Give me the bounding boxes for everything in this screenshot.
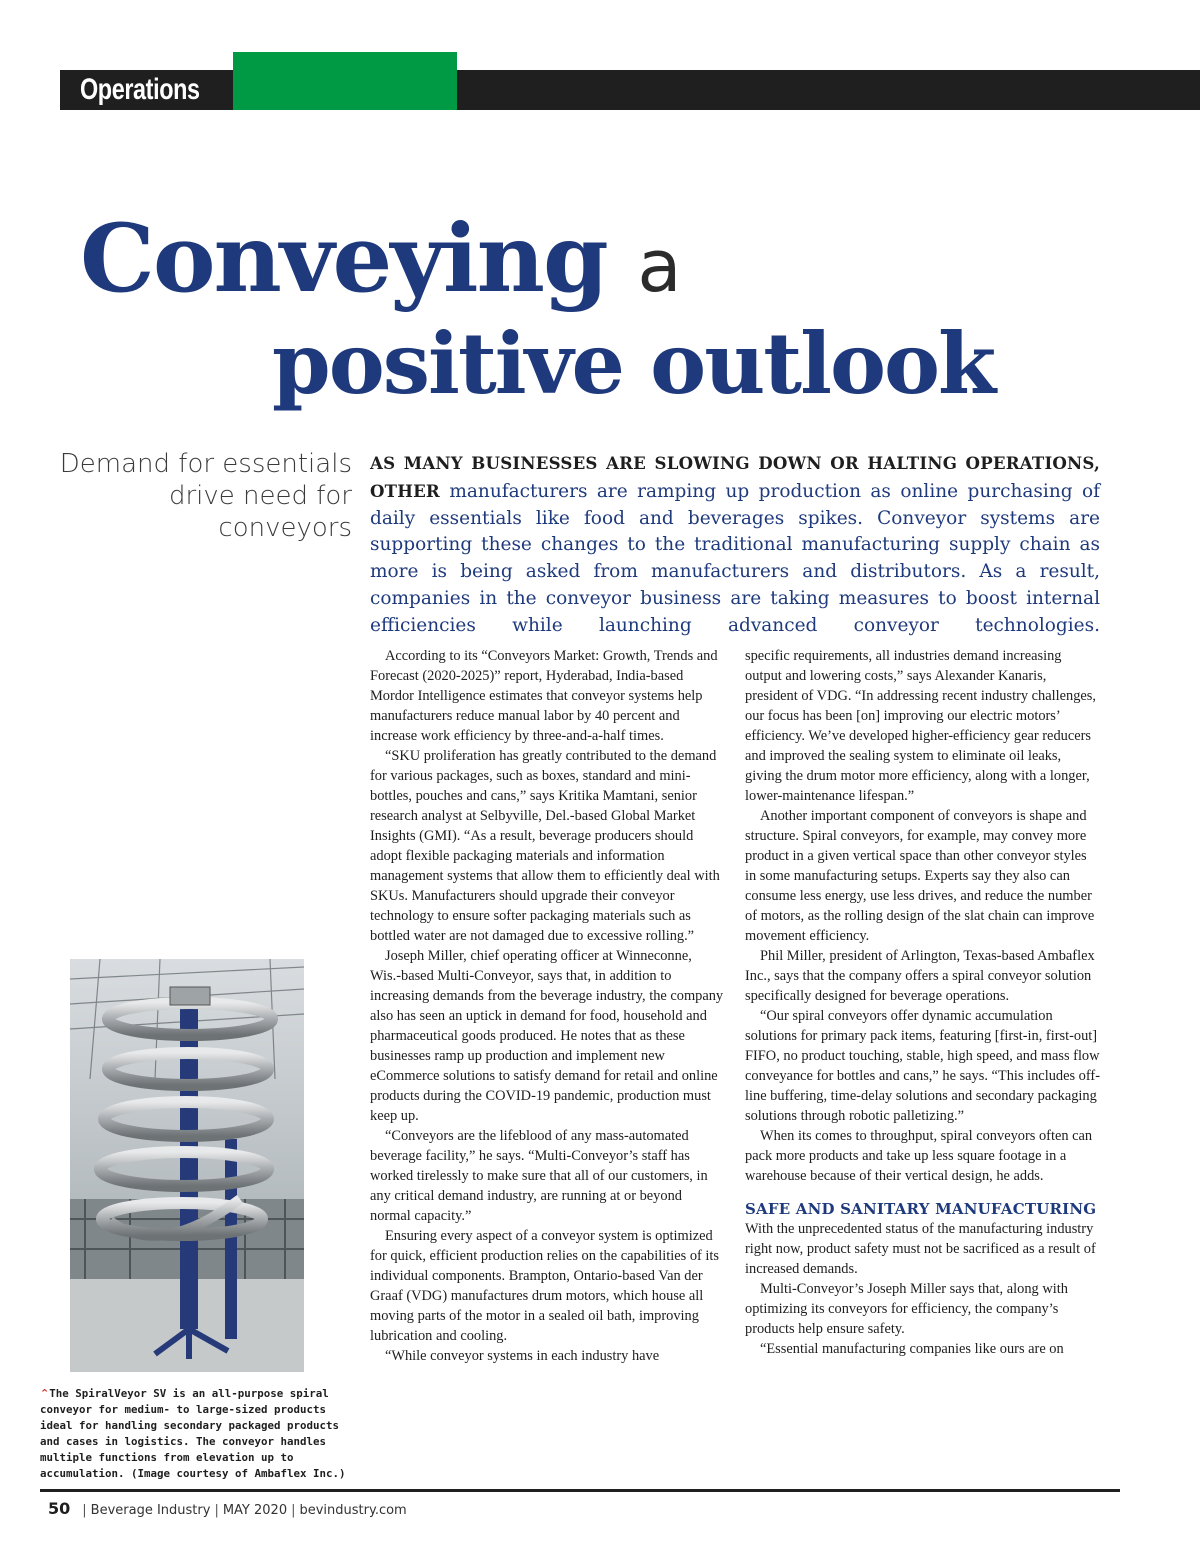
publication-name: Beverage Industry xyxy=(90,1503,211,1518)
headline-word-1: Conveying xyxy=(80,204,607,314)
footer-separator: | xyxy=(214,1503,219,1518)
column1-paragraph: “SKU proliferation has greatly contributed to the demand for various packages, such as boxes, standard and mini-bottles, pouches and cans,” says Kritika Mamtani, senior research analyst at Selbyville, Del.-based Global Market Insights (GMI). “As a result, beverage producers should adopt flexible packaging materials and information management systems that allow them to efficiently deal with SKUs. Manufacturers should upgrade their conveyor technology to ensure softer packaging materials such as bottled water are not damaged due to excessive rolling.” xyxy=(370,748,720,944)
column2-continuation: specific requirements, all industries demand increasing output and lowering costs,” says Alexander Kanaris, president of VDG. “In addressing recent industry challenges, our focus has been [on] improving our electric motors’ efficiency. We’ve developed higher-efficiency gear reducers and improved the sealing system to eliminate oil leaks, giving the drum motor more efficiency, along with a longer, lower-maintenance lifespan.” xyxy=(745,648,1097,804)
article-intro xyxy=(370,450,1100,640)
intro-lead: AS MANY BUSINESSES ARE SLOWING DOWN OR HALTING OPERATIONS, OTHER xyxy=(370,453,1100,501)
body-column-2 xyxy=(745,646,1101,1359)
column2-paragraph: “Essential manufacturing companies like ours are on xyxy=(760,1341,1064,1357)
photo-caption xyxy=(40,1386,356,1482)
website-link[interactable]: bevindustry.com xyxy=(299,1503,407,1518)
section-bar xyxy=(60,70,1200,110)
column2-paragraph: Multi-Conveyor’s Joseph Miller says that, along with optimizing its conveyors for efficiency, the company’s products help ensure safety. xyxy=(745,1281,1068,1337)
section-label: Operations xyxy=(80,73,200,106)
column2-paragraph: With the unprecedented status of the manufacturing industry right now, product safety must not be sacrificed as a result of increased demands. xyxy=(745,1221,1096,1277)
page-number: 50 xyxy=(48,1499,71,1518)
spiral-conveyor-illustration xyxy=(70,959,304,1372)
headline-line-1 xyxy=(80,204,682,314)
column2-paragraph: Another important component of conveyors is shape and structure. Spiral conveyors, for example, may convey more product in a given vertical space than other conveyor styles in some manufacturing setups. Experts say they also can consume less energy, use less drives, and reduce the number of motors, as the rolling design of the slat chain can improve movement efficiency. xyxy=(745,808,1095,944)
double-chevron-up-icon: ⌃ xyxy=(40,1387,50,1400)
issue-date: MAY 2020 xyxy=(222,1503,288,1518)
footer-rule xyxy=(40,1489,1120,1492)
spiral-conveyor-photo xyxy=(70,959,304,1372)
article-deck: Demand for essentials drive need for conveyors xyxy=(59,449,352,543)
intro-text: manufacturers are ramping up production as online purchasing of daily essentials like food and beverages spikes. Conveyor systems are supporting these changes to the traditional manufacturing supply chain as more is being asked from manufacturers and distributors. As a result, companies in the conveyor business are taking measures to boost internal efficiencies while launching advanced conveyor technologies. xyxy=(370,480,1100,636)
footer-separator: | xyxy=(82,1503,87,1518)
column1-paragraph: “While conveyor systems in each industry have xyxy=(385,1348,660,1364)
column2-paragraph: “Our spiral conveyors offer dynamic accumulation solutions for primary pack items, featuring [first-in, first-out] FIFO, no product touching, stable, high speed, and mass flow conveyance for bottles and cans,” he says. “This includes off-line buffering, time-delay solutions and secondary packaging solutions through robotic palletizing.” xyxy=(745,1008,1100,1124)
footer-separator: | xyxy=(291,1503,296,1518)
section-subhead: SAFE AND SANITARY MANUFACTURING xyxy=(745,1200,1097,1218)
headline-line-2: positive outlook xyxy=(272,314,995,413)
headline-word-2: a xyxy=(637,224,682,308)
column1-paragraph: According to its “Conveyors Market: Growth, Trends and Forecast (2020-2025)” report, Hyderabad, India-based Mordor Intelligence estimates that conveyor systems help manufacturers reduce manual labor by 40 percent and increase work efficiency by three-and-a-half times. xyxy=(370,648,718,744)
column2-paragraph: Phil Miller, president of Arlington, Texas-based Ambaflex Inc., says that the company offers a spiral conveyor solution specifically designed for beverage operations. xyxy=(745,948,1095,1004)
column2-paragraph: When its comes to throughput, spiral conveyors often can pack more products and take up less square footage in a warehouse because of their vertical design, he adds. xyxy=(745,1128,1093,1184)
body-column-1 xyxy=(370,646,726,1366)
caption-text: The SpiralVeyor SV is an all-purpose spiral conveyor for medium- to large-sized products ideal for handling secondary packaged products and cases in logistics. The conveyor handles multiple functions from elevation up to accumulation. (Image courtesy of Ambaflex Inc.) xyxy=(40,1387,346,1480)
column1-paragraph: Ensuring every aspect of a conveyor system is optimized for quick, efficient production relies on the capabilities of its individual components. Brampton, Ontario-based Van der Graaf (VDG) manufactures drum motors, which house all moving parts of the motor in a sealed oil bath, improving lubrication and cooling. xyxy=(370,1228,720,1344)
column1-paragraph: “Conveyors are the lifeblood of any mass-automated beverage facility,” he says. “Multi-Conveyor’s staff has worked tirelessly to make sure that all of our customers, in any critical demand industry, are running at or beyond normal capacity.” xyxy=(370,1128,708,1224)
page-footer xyxy=(48,1499,407,1521)
column1-paragraph: Joseph Miller, chief operating officer at Winneconne, Wis.-based Multi-Conveyor, says that, in addition to increasing demands from the beverage industry, the company also has seen an uptick in demand for food, household and pharmaceutical goods produced. He notes that as these businesses ramp up production and implement new eCommerce solutions to satisfy demand for retail and online products during the COVID-19 pandemic, production must keep up. xyxy=(370,948,724,1124)
section-accent-block xyxy=(233,52,457,110)
